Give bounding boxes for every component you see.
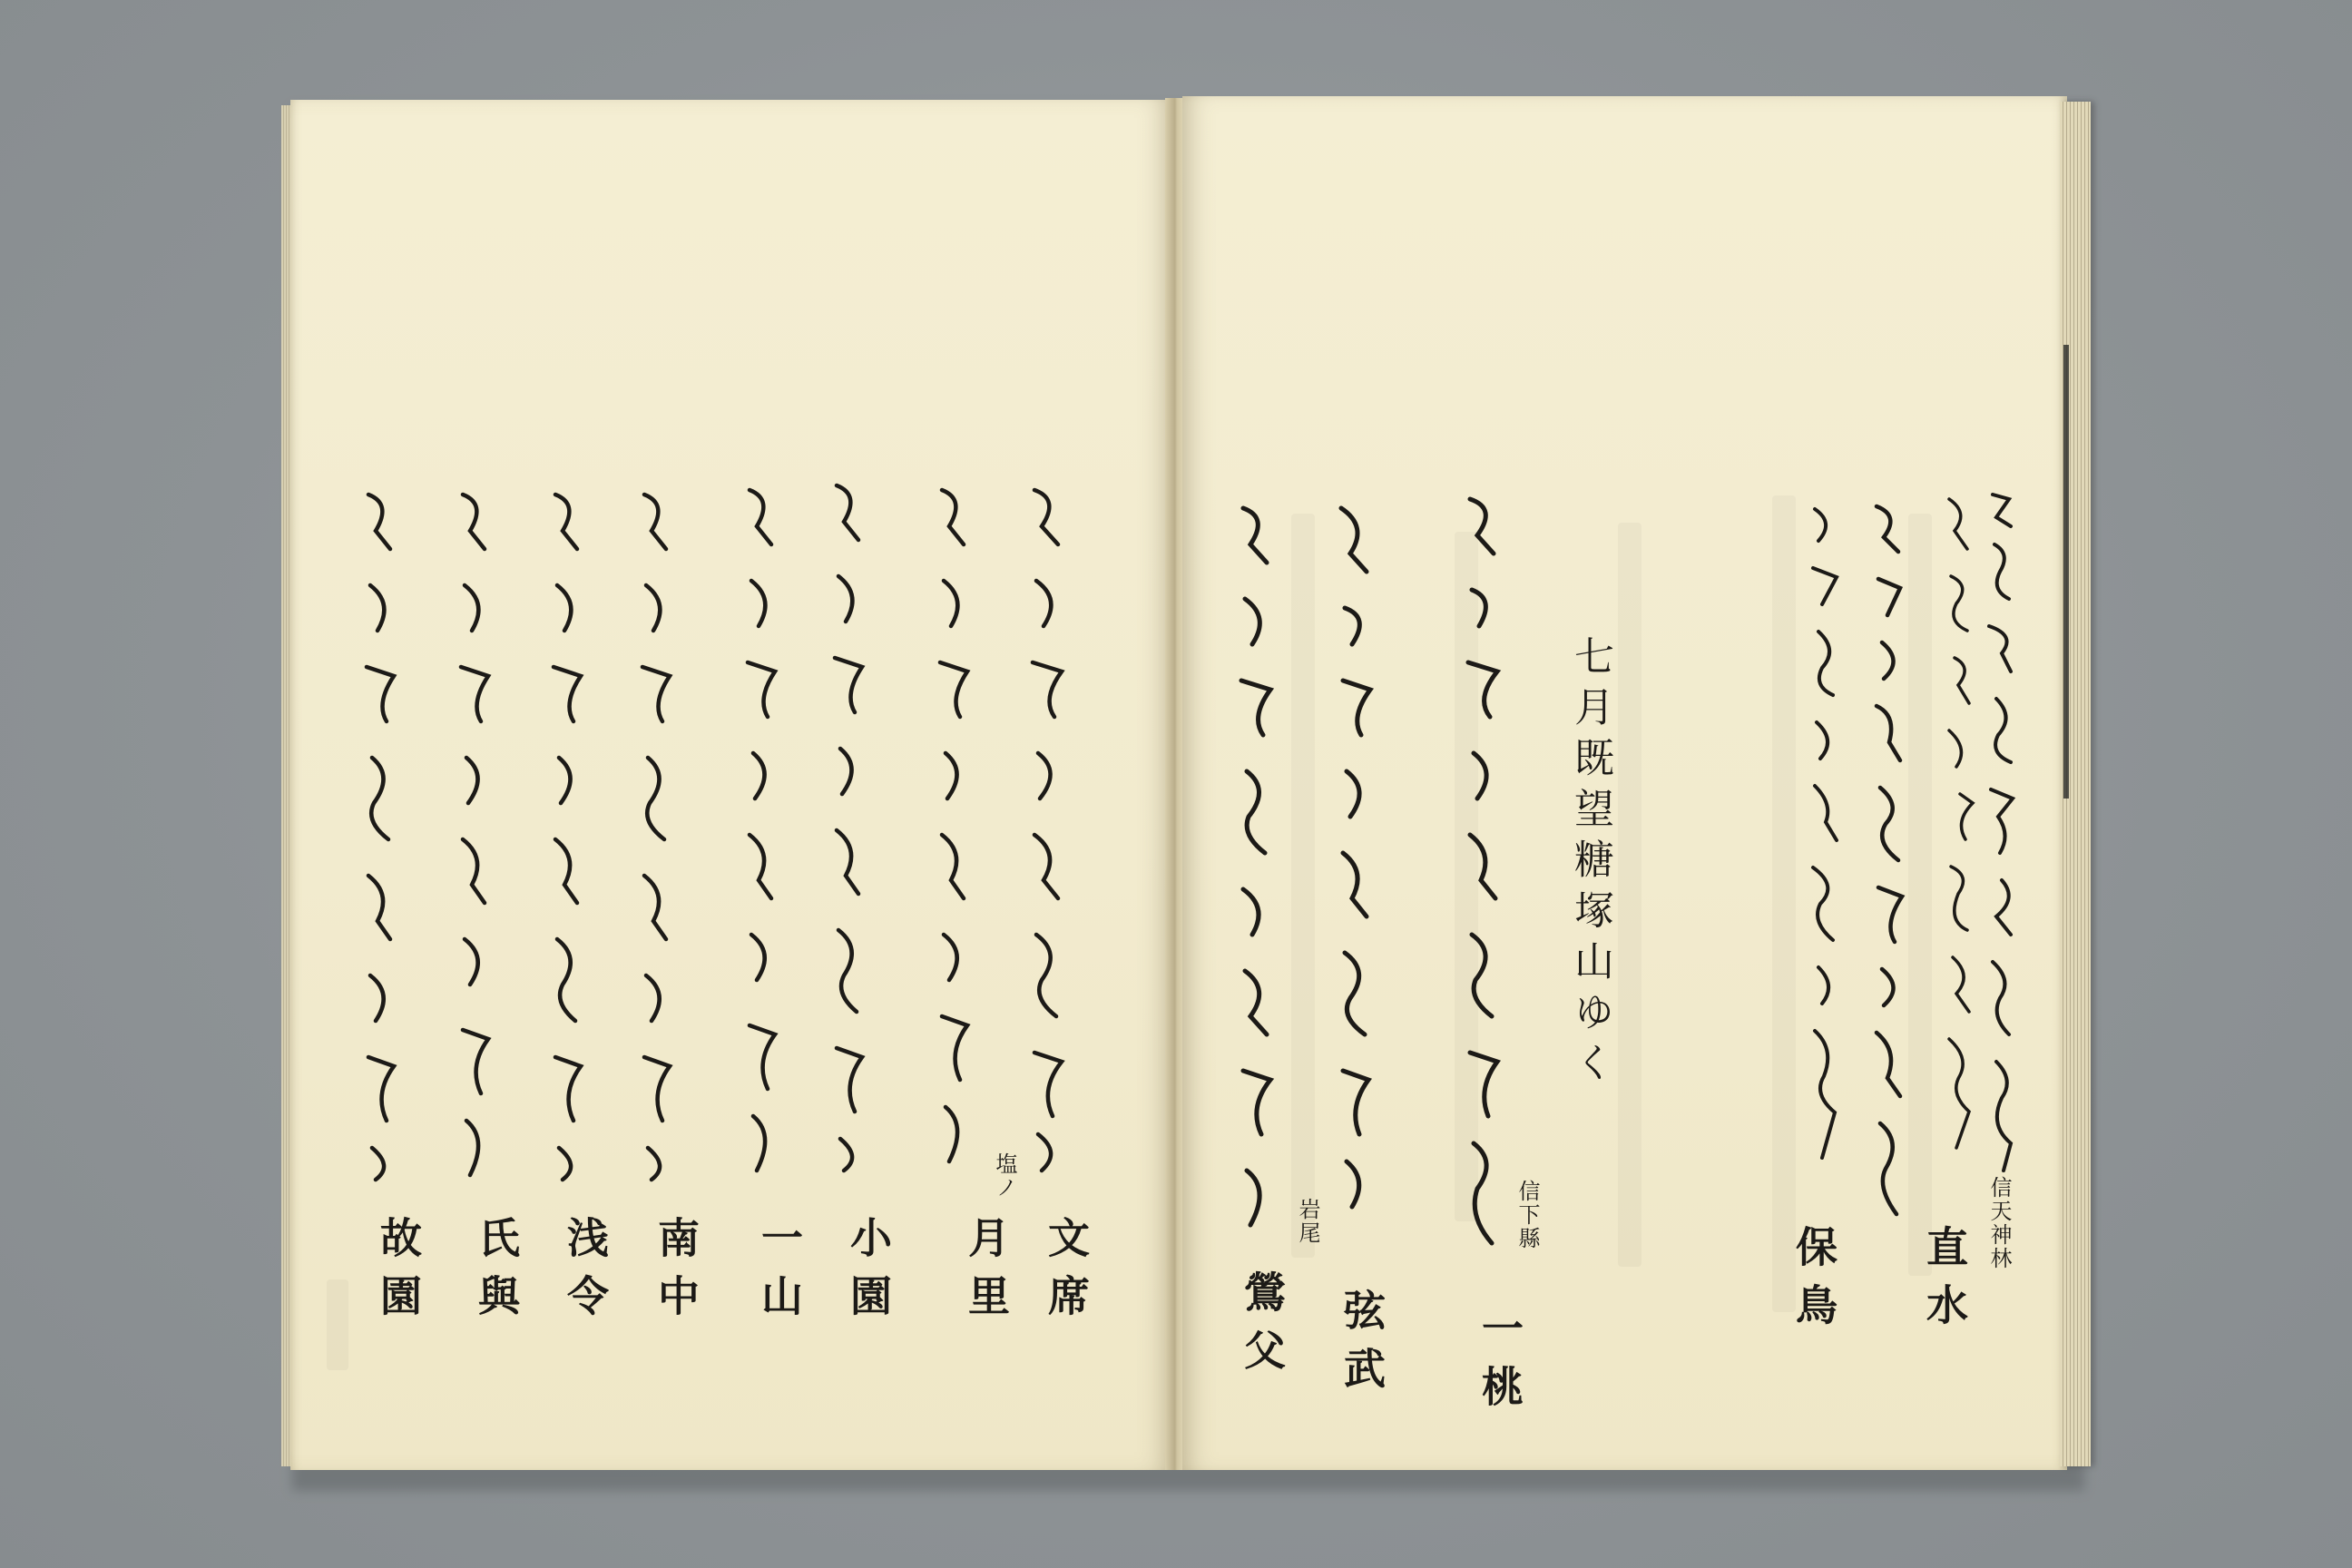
right-page-edge-shadow [2063,345,2069,799]
author-name: 氏與 [472,1216,521,1332]
cursive-verse-line [1461,490,1506,1252]
author-prefix: 塩ノ [992,1152,1017,1200]
bleed-through [1618,523,1642,1267]
cursive-verse-line [1806,505,1846,1167]
cursive-verse-line [933,481,976,1171]
author-name: 保鳥 [1789,1225,1838,1341]
cursive-verse-line [359,485,403,1184]
bleed-through [1908,514,1932,1276]
author-prefix: 岩尾 [1295,1198,1320,1245]
author-name: 浅令 [561,1216,610,1332]
cursive-verse-line [1942,495,1978,1166]
author-name: 文席 [1042,1216,1091,1332]
author-name: 鶯父 [1238,1270,1287,1387]
cursive-verse-line [828,476,871,1175]
author-name: 月里 [962,1216,1011,1332]
author-prefix: 信下縣 [1514,1180,1540,1250]
author-name: 一桃 [1475,1307,1524,1423]
cursive-verse-line [1234,499,1279,1243]
cursive-verse-line [454,485,497,1184]
cursive-verse-line [546,485,590,1184]
cursive-verse-line [1334,499,1379,1225]
author-prefix: 信天神林 [1986,1176,2012,1270]
author-name: 弦武 [1338,1289,1387,1405]
poem-heading: 七月既望糖塚山ゆく [1567,635,1613,1093]
cursive-verse-line [1984,490,2024,1180]
author-name: 直水 [1920,1225,1969,1341]
cursive-verse-line [1025,481,1071,1180]
bleed-through [1772,495,1796,1312]
author-name: 南中 [652,1216,701,1332]
cursive-verse-line [740,481,784,1180]
author-name: 故園 [374,1216,423,1332]
cursive-verse-line [635,485,679,1184]
author-name: 小園 [844,1216,893,1332]
author-name: 一山 [755,1216,804,1332]
bleed-through [1291,514,1315,1258]
cursive-verse-line [1869,497,1911,1223]
bleed-through [327,1279,348,1370]
